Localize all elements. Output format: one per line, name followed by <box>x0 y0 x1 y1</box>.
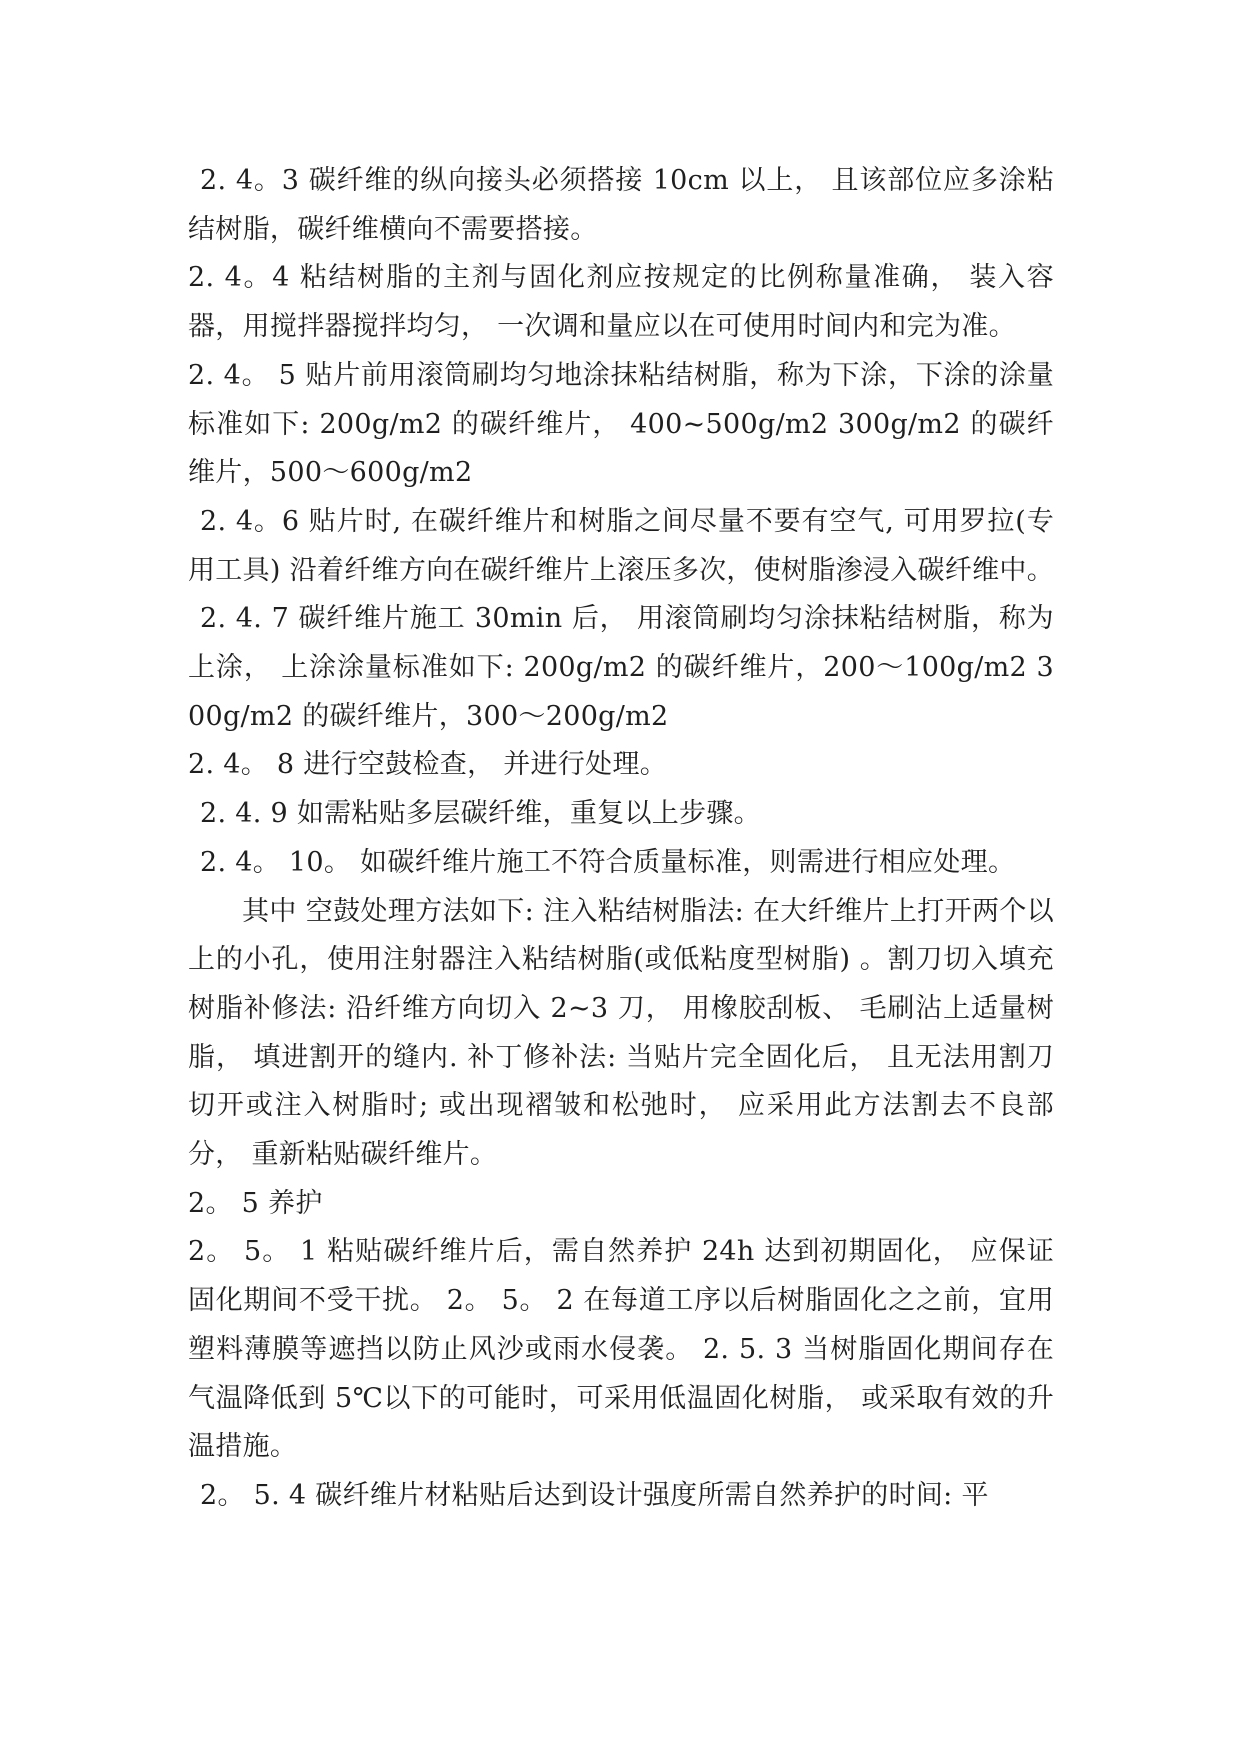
paragraph-2-4-5: 2. 4。 5 贴片前用滚筒刷均匀地涂抹粘结树脂，称为下涂，下涂的涂量标准如下: 200g/m2 的碳纤维片， 400~500g/m2 300g/m2 的碳纤维片，500～600g/m2 <box>188 359 1054 489</box>
paragraph-2-4-9: 2. 4. 9 如需粘贴多层碳纤维，重复以上步骤。 <box>200 798 761 830</box>
paragraph-2-5-1-to-2-5-3: 2。 5。 1 粘贴碳纤维片后，需自然养护 24h 达到初期固化， 应保证固化期间不受干扰。 2。 5。 2 在每道工序以后树脂固化之之前，宜用塑料薄膜等遮挡以防止风沙或雨水侵袭。 2. 5. 3 当树脂固化期间存在气温降低到 5℃以下的可能时，可采用低温固化树脂， 或采取有效的升温措施。 <box>188 1236 1054 1463</box>
paragraph-2-4-7: 2. 4. 7 碳纤维片施工 30min 后， 用滚筒刷均匀涂抹粘结树脂，称为上涂， 上涂涂量标准如下: 200g/m2 的碳纤维片，200～100g/m2 300g/m2 的碳纤维片，300～200g/m2 <box>188 603 1054 732</box>
paragraph-2-4-6: 2. 4。6 贴片时, 在碳纤维片和树脂之间尽量不要有空气, 可用罗拉(专用工具) 沿着纤维方向在碳纤维片上滚压多次，使树脂渗浸入碳纤维中。 <box>188 505 1055 586</box>
paragraph-2-4-8: 2. 4。 8 进行空鼓检查， 并进行处理。 <box>188 749 668 781</box>
section-heading-2-5-curing: 2。 5 养护 <box>188 1187 323 1219</box>
document-body <box>188 157 1054 1521</box>
paragraph-2-5-4: 2。 5. 4 碳纤维片材粘贴后达到设计强度所需自然养护的时间: 平 <box>200 1479 989 1511</box>
paragraph-2-4-4: 2. 4。4 粘结树脂的主剂与固化剂应按规定的比例称量准确， 装入容器，用搅拌器搅拌均匀， 一次调和量应以在可使用时间内和完为准。 <box>188 262 1054 343</box>
paragraph-2-4-3: 2. 4。3 碳纤维的纵向接头必须搭接 10cm 以上， 且该部位应多涂粘结树脂，碳纤维横向不需要搭接。 <box>188 165 1054 245</box>
paragraph-2-4-10: 2. 4。 10。 如碳纤维片施工不符合质量标准，则需进行相应处理。 <box>200 846 1016 878</box>
paragraph-hollow-repair-methods: 其中 空鼓处理方法如下: 注入粘结树脂法: 在大纤维片上打开两个以上的小孔，使用注射器注入粘结树脂(或低粘度型树脂) 。割刀切入填充树脂补修法: 沿纤维方向切入 2~3 刀， 用橡胶刮板、 毛刷沾上适量树脂， 填进割开的缝内. 补丁修补法: 当贴片完全固化后， 且无法用割刀切开或注入树脂时; 或出现褶皱和松弛时， 应采用此方法割去不良部分， 重新粘贴碳纤维片。 <box>188 895 1054 1171</box>
